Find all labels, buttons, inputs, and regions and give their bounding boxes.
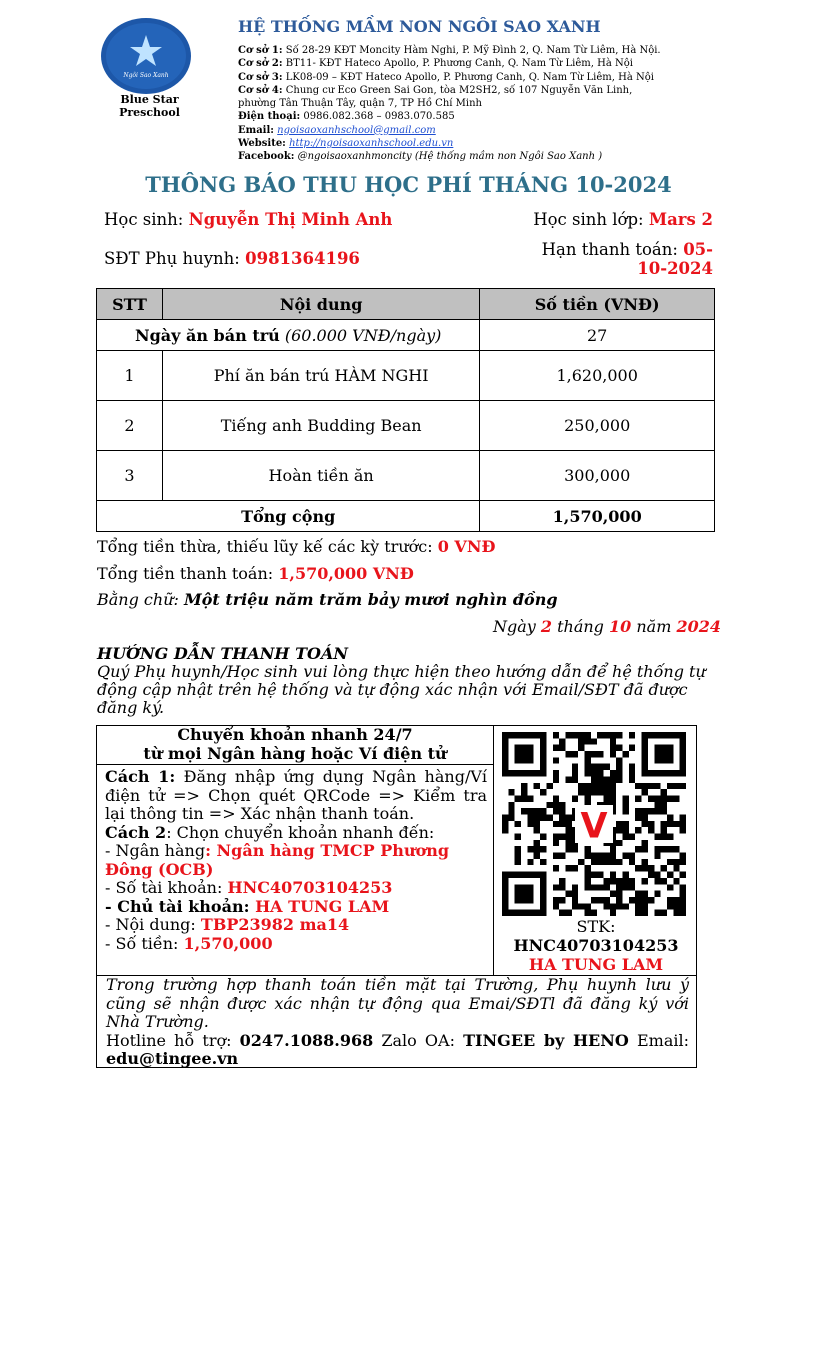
payment-instructions bbox=[97, 726, 494, 975]
qr-panel bbox=[494, 726, 698, 975]
row-content: Phí ăn bán trú HÀM NGHI bbox=[162, 351, 479, 401]
header-stt: STT bbox=[97, 289, 163, 320]
bank-name: - Ngân hàng: Ngân hàng TMCP Phương Đông (OCB) bbox=[105, 841, 450, 879]
amount-in-words: Bằng chữ: Một triệu năm trăm bảy mươi nghìn đồng bbox=[97, 590, 558, 609]
email-link[interactable]: ngoisaoxanhschool@gmail.com bbox=[277, 124, 436, 136]
campus-4: Cơ sở 4: Chung cư Eco Green Sai Gon, tòa M2SH2, số 107 Nguyễn Văn Linh, phường Tân Thuận Tây, quận 7, TP Hồ Chí Minh bbox=[238, 84, 633, 110]
school-email: Email: ngoisaoxanhschool@gmail.com bbox=[238, 124, 436, 136]
guide-title: HƯỚNG DẪN THANH TOÁN bbox=[97, 644, 348, 663]
school-facebook: Facebook: @ngoisaoxanhmoncity (Hệ thống mầm non Ngôi Sao Xanh ) bbox=[238, 151, 603, 163]
header-content: Nội dung bbox=[162, 289, 479, 320]
row-stt: 1 bbox=[97, 351, 163, 401]
support-line: Hotline hỗ trợ: 0247.1088.968 Zalo OA: TINGEE by HENO Email: bbox=[106, 1030, 689, 1050]
qr-caption: STK: HNC40703104253 HA TUNG LAM bbox=[513, 917, 679, 974]
school-website: Website: http://ngoisaoxanhschool.edu.vn bbox=[238, 138, 454, 150]
payment-heading: Chuyển khoản nhanh 24/7 từ mọi Ngân hàng hoặc Ví điện tử bbox=[97, 726, 493, 765]
fee-table bbox=[96, 288, 715, 532]
school-name: HỆ THỐNG MẦM NON NGÔI SAO XANH bbox=[238, 17, 601, 36]
total-value: 1,570,000 bbox=[480, 501, 715, 532]
page-title: THÔNG BÁO THU HỌC PHÍ THÁNG 10-2024 bbox=[145, 172, 672, 197]
meal-days-label: Ngày ăn bán trú (60.000 VNĐ/ngày) bbox=[97, 320, 480, 351]
support-email: edu@tingee.vn bbox=[106, 1049, 239, 1068]
campus-3: Cơ sở 3: LK08-09 – KĐT Hateco Apollo, P. Phương Canh, Q. Nam Từ Liêm, Hà Nội bbox=[238, 71, 654, 83]
header-amount: Số tiền (VNĐ) bbox=[480, 289, 715, 320]
row-content: Hoàn tiền ăn bbox=[162, 451, 479, 501]
payment-footer bbox=[97, 975, 696, 1069]
class-info: Học sinh lớp: Mars 2 bbox=[533, 210, 713, 229]
table-row bbox=[97, 351, 715, 401]
issue-date: Ngày 2 tháng 10 năm 2024 bbox=[492, 617, 721, 636]
campus-1: Cơ sở 1: Số 28-29 KĐT Moncity Hàm Nghi, P. Mỹ Đình 2, Q. Nam Từ Liêm, Hà Nội. bbox=[238, 45, 661, 56]
row-content: Tiếng anh Budding Bean bbox=[162, 401, 479, 451]
table-row bbox=[97, 451, 715, 501]
payment-box bbox=[96, 725, 697, 1068]
transfer-memo: - Nội dung: TBP23982 ma14 bbox=[105, 915, 350, 934]
method-2: Cách 2: Chọn chuyển khoản nhanh đến: bbox=[105, 822, 435, 842]
parent-phone-value: 0981364196 bbox=[245, 249, 360, 268]
logo-caption: Blue Star Preschool bbox=[119, 93, 180, 119]
table-header-row bbox=[97, 289, 715, 320]
school-logo bbox=[100, 17, 192, 95]
account-number: - Số tài khoản: HNC40703104253 bbox=[105, 878, 393, 897]
total-label: Tổng cộng bbox=[97, 501, 480, 532]
meal-days-row bbox=[97, 320, 715, 351]
campus-2: Cơ sở 2: BT11- KĐT Hateco Apollo, P. Phương Canh, Q. Nam Từ Liêm, Hà Nội bbox=[238, 58, 633, 70]
student-name: Nguyễn Thị Minh Anh bbox=[188, 210, 393, 229]
row-stt: 2 bbox=[97, 401, 163, 451]
contact-block bbox=[238, 44, 668, 164]
guide-text: Quý Phụ huynh/Học sinh vui lòng thực hiện theo hướng dẫn để hệ thống tự động cập nhật trên hệ thống và tự động xác nhận với Email/SĐT đã được đăng ký. bbox=[97, 662, 706, 717]
meal-days-value: 27 bbox=[480, 320, 715, 351]
row-amount: 1,620,000 bbox=[480, 351, 715, 401]
payment-steps bbox=[105, 768, 487, 953]
table-row bbox=[97, 401, 715, 451]
class-name: Mars 2 bbox=[648, 210, 713, 229]
previous-balance: Tổng tiền thừa, thiếu lũy kế các kỳ trước: 0 VNĐ bbox=[97, 537, 496, 556]
transfer-amount: - Số tiền: 1,570,000 bbox=[105, 933, 273, 953]
total-payment: Tổng tiền thanh toán: 1,570,000 VNĐ bbox=[97, 564, 414, 583]
website-link[interactable]: http://ngoisaoxanhschool.edu.vn bbox=[289, 138, 454, 150]
due-date: Hạn thanh toán: 05-10-2024 bbox=[541, 240, 713, 278]
svg-text:Ngôi Sao Xanh: Ngôi Sao Xanh bbox=[123, 72, 169, 79]
school-phone: Điện thoại: 0986.082.368 – 0983.070.585 bbox=[238, 111, 455, 123]
svg-text:V: V bbox=[580, 806, 608, 847]
row-amount: 250,000 bbox=[480, 401, 715, 451]
method-1: Cách 1: Đăng nhập ứng dụng Ngân hàng/Ví điện tử => Chọn quét QRCode => Kiểm tra lại thông tin => Xác nhận thanh toán. bbox=[105, 767, 488, 823]
row-amount: 300,000 bbox=[480, 451, 715, 501]
qr-code-icon[interactable] bbox=[502, 732, 686, 916]
parent-phone: SĐT Phụ huynh: 0981364196 bbox=[104, 249, 360, 268]
cash-note: Trong trường hợp thanh toán tiền mặt tại Trường, Phụ huynh lưu ý cũng sẽ nhận được xác nhận tự động qua Emai/SĐTl đã đăng ký với Nhà Trường. bbox=[106, 975, 689, 1031]
account-owner: - Chủ tài khoản: HA TUNG LAM bbox=[105, 896, 390, 916]
due-date-value: 05-10-2024 bbox=[637, 240, 713, 278]
student-info: Học sinh: Nguyễn Thị Minh Anh bbox=[104, 210, 393, 229]
total-row bbox=[97, 501, 715, 532]
row-stt: 3 bbox=[97, 451, 163, 501]
